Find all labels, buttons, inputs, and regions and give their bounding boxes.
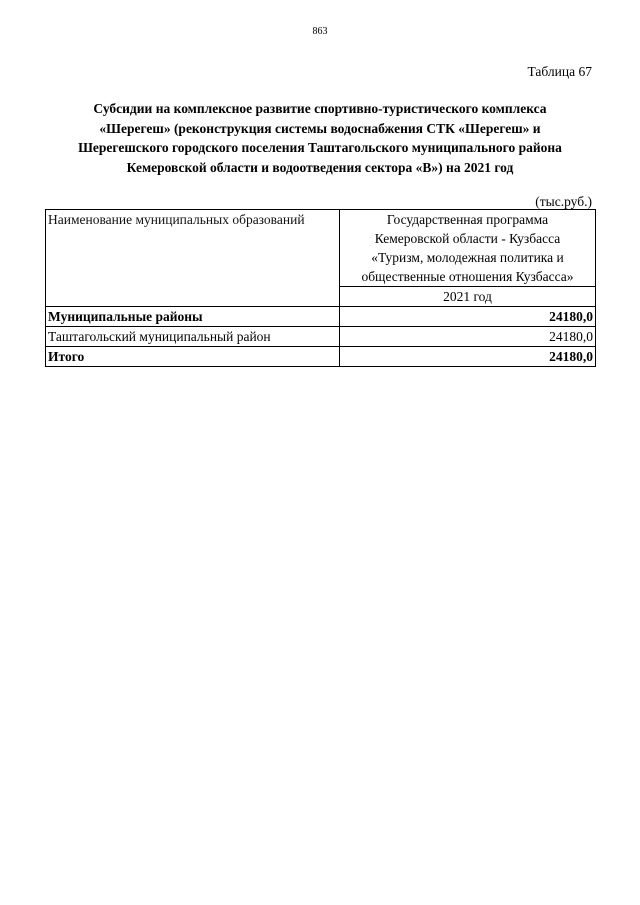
row-name: Таштагольский муниципальный район [46, 327, 340, 347]
table-header-row [46, 210, 596, 287]
header-program-line: общественные отношения Кузбасса» [361, 269, 574, 284]
header-municipality: Наименование муниципальных образований [46, 210, 340, 307]
header-program-line: Кемеровской области - Кузбасса [374, 231, 561, 246]
title-line: Кемеровской области и водоотведения сектора «В») на 2021 год [126, 159, 514, 175]
row-value: 24180,0 [340, 327, 596, 347]
table-label: Таблица 67 [527, 64, 592, 79]
document-title [40, 99, 600, 177]
header-program-line: «Туризм, молодежная политика и [371, 250, 564, 265]
header-program-line: Государственная программа [386, 212, 549, 227]
table-row [46, 307, 596, 327]
units-note: (тыс.руб.) [535, 194, 592, 209]
subsidy-table [45, 209, 596, 367]
title-line: Шерегешского городского поселения Таштагольского муниципального района [78, 140, 562, 155]
header-year: 2021 год [340, 287, 596, 307]
page-number: 863 [312, 26, 328, 37]
row-value: 24180,0 [340, 347, 596, 367]
header-program [340, 210, 596, 287]
title-line: «Шерегеш» (реконструкция системы водоснабжения СТК «Шерегеш» и [99, 120, 541, 136]
row-name: Муниципальные районы [46, 307, 340, 327]
title-line: Субсидии на комплексное развитие спортивно-туристического комплекса [93, 101, 547, 116]
row-value: 24180,0 [340, 307, 596, 327]
table-row [46, 327, 596, 347]
table-row-total [46, 347, 596, 367]
row-name: Итого [46, 347, 340, 367]
